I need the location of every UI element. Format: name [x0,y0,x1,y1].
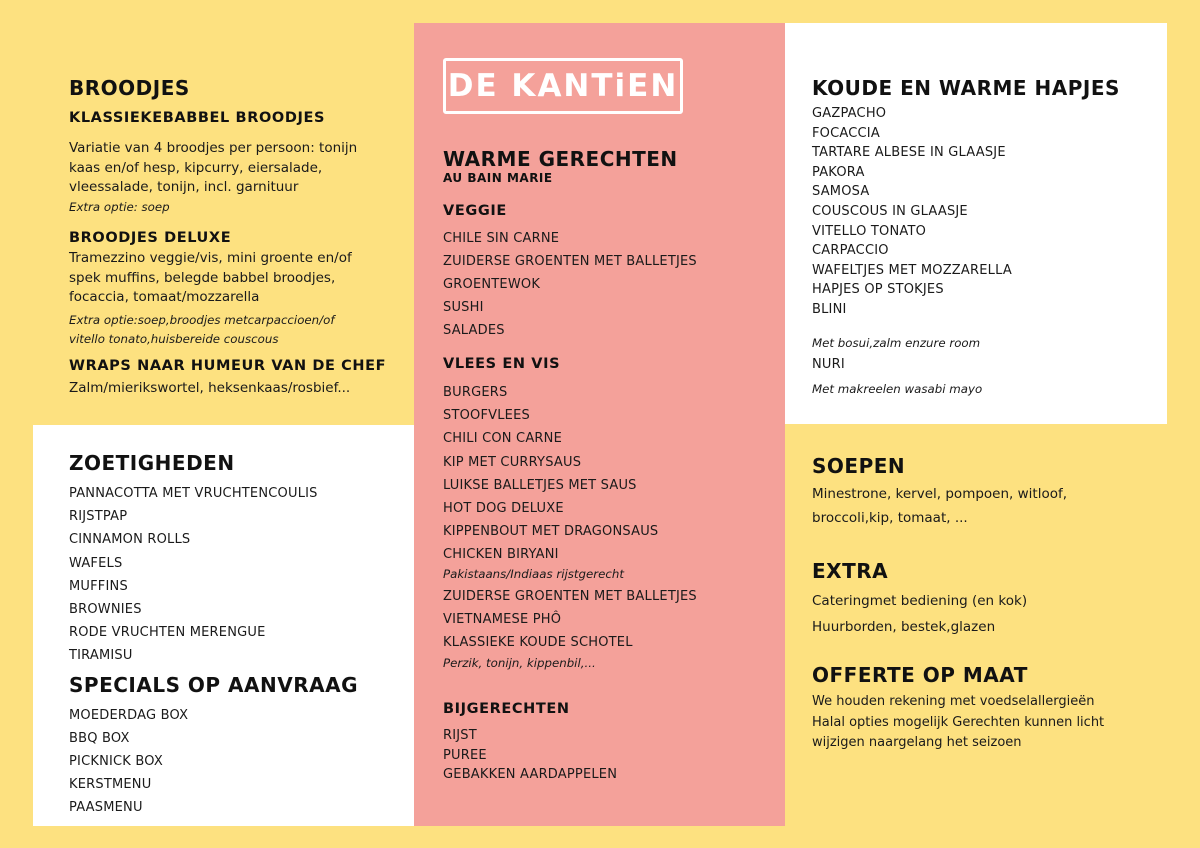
hapjes-title: KOUDE EN WARME HAPJES [812,76,1120,100]
wraps-title: WRAPS NAAR HUMEUR VAN DE CHEF [69,358,387,374]
list-item: PICKNICK BOX [69,754,163,769]
list-item: STOOFVLEES [443,408,530,424]
list-item: PUREE [443,747,487,763]
extra-text: Cateringmet bediening (en kok) Huurborden, bestek,glazen [812,593,1028,635]
list-item: KERSTMENU [69,777,152,792]
list-item: LUIKSE BALLETJES MET SAUS [443,477,637,493]
list-item: CHILE SIN CARNE [443,231,560,246]
soepen-title: SOEPEN [812,454,906,478]
list-item: KIP MET CURRYSAUS [443,454,582,470]
list-item: WAFELTJES MET MOZZARELLA [812,262,1012,278]
bijgerechten-list [443,726,617,785]
list-item: TARTARE ALBESE IN GLAASJE [812,145,1006,161]
zoetigheden-title: ZOETIGHEDEN [69,451,235,475]
wraps-text: Zalm/mierikswortel, heksenkaas/rosbief... [69,380,351,396]
list-item: RODE VRUCHTEN MERENGUE [69,625,266,641]
list-item: WAFELS [69,555,123,571]
zoetigheden-list [69,482,318,668]
bijgerechten-title: BIJGERECHTEN [443,701,570,717]
list-item: HOT DOG DELUXE [443,501,564,517]
nuri-item: NURI [812,357,845,372]
klassieke-broodjes-title: KLASSIEKEBABBEL BROODJES [69,110,325,126]
list-item: PANNACOTTA MET VRUCHTENCOULIS [69,486,318,501]
list-item: TIRAMISU [69,648,133,664]
list-item: GEBAKKEN AARDAPPELEN [443,767,618,782]
list-item: MUFFINS [69,578,128,594]
list-item: VITELLO TONATO [812,223,927,239]
list-item: KLASSIEKE KOUDE SCHOTEL [443,635,633,650]
list-item: PAASMENU [69,800,143,815]
specials-title: SPECIALS OP AANVRAAG [69,673,359,697]
logo [443,58,683,114]
hapjes-list [812,104,1012,320]
list-item: RIJST [443,728,477,743]
list-item: SUSHI [443,300,484,315]
nuri-note: Met makreelen wasabi mayo [812,382,983,396]
list-item: HAPJES OP STOKJES [812,282,944,298]
list-item: VIETNAMESE PHÔ [443,612,562,627]
list-item: CINNAMON ROLLS [69,532,191,548]
list-item: KIPPENBOUT MET DRAGONSAUS [443,524,659,540]
offerte-text: We houden rekening met voedselallergieën Halal opties mogelijk Gerechten kunnen licht wijzigen naargelang het seizoen [812,694,1105,750]
blini-note: Met bosui,zalm enzure room [812,336,981,350]
biryani-note: Pakistaans/Indiaas rijstgerecht [443,567,624,581]
list-item: RIJSTPAP [69,509,128,525]
list-item: BLINI [812,301,847,317]
list-item: BBQ BOX [69,731,130,746]
specials-list [69,704,188,819]
vlees-en-vis-title: VLEES EN VIS [443,356,561,372]
klassieke-broodjes-text: Variatie van 4 broodjes per persoon: tonijn kaas en/of hesp, kipcurry, eiersalade, vleessalade, tonijn, incl. garnituur [69,140,358,195]
warme-gerechten-title: WARME GERECHTEN [443,147,678,171]
list-item: CHICKEN BIRYANI [443,547,559,563]
broodjes-deluxe-title: BROODJES DELUXE [69,230,232,246]
list-item: ZUIDERSE GROENTEN MET BALLETJES [443,254,697,269]
list-item: CHILI CON CARNE [443,431,563,447]
list-item: COUSCOUS IN GLAASJE [812,203,968,219]
list-item: BROWNIES [69,602,142,618]
offerte-title: OFFERTE OP MAAT [812,663,1028,687]
vlees-en-vis-list [443,381,658,567]
list-item: GROENTEWOK [443,277,541,292]
list-item: BURGERS [443,385,508,400]
au-bain-marie-subtitle: AU BAIN MARIE [443,171,553,185]
list-item: PAKORA [812,164,865,180]
list-item: ZUIDERSE GROENTEN MET BALLETJES [443,589,697,604]
list-item: FOCACCIA [812,125,880,141]
list-item: GAZPACHO [812,106,887,121]
broodjes-title: BROODJES [69,76,190,100]
soepen-text: Minestrone, kervel, pompoen, witloof, broccoli,kip, tomaat, ... [812,486,1068,526]
veggie-title: VEGGIE [443,203,507,219]
logo-text: DE KANTiEN [447,68,679,104]
extra-title: EXTRA [812,559,889,583]
deluxe-extra-note: Extra optie:soep,broodjes metcarpaccioen/of vitello tonato,huisbereide couscous [69,313,335,346]
veggie-list [443,227,697,342]
vlees-en-vis-list-2 [443,585,697,654]
list-item: MOEDERDAG BOX [69,708,189,723]
schotel-note: Perzik, tonijn, kippenbil,... [443,656,596,670]
broodjes-deluxe-text: Tramezzino veggie/vis, mini groente en/of spek muffins, belegde babbel broodjes, focaccia, tomaat/mozzarella [69,250,352,305]
list-item: CARPACCIO [812,243,889,259]
list-item: SAMOSA [812,184,870,200]
klassieke-extra-note: Extra optie: soep [69,200,170,214]
list-item: SALADES [443,323,505,338]
